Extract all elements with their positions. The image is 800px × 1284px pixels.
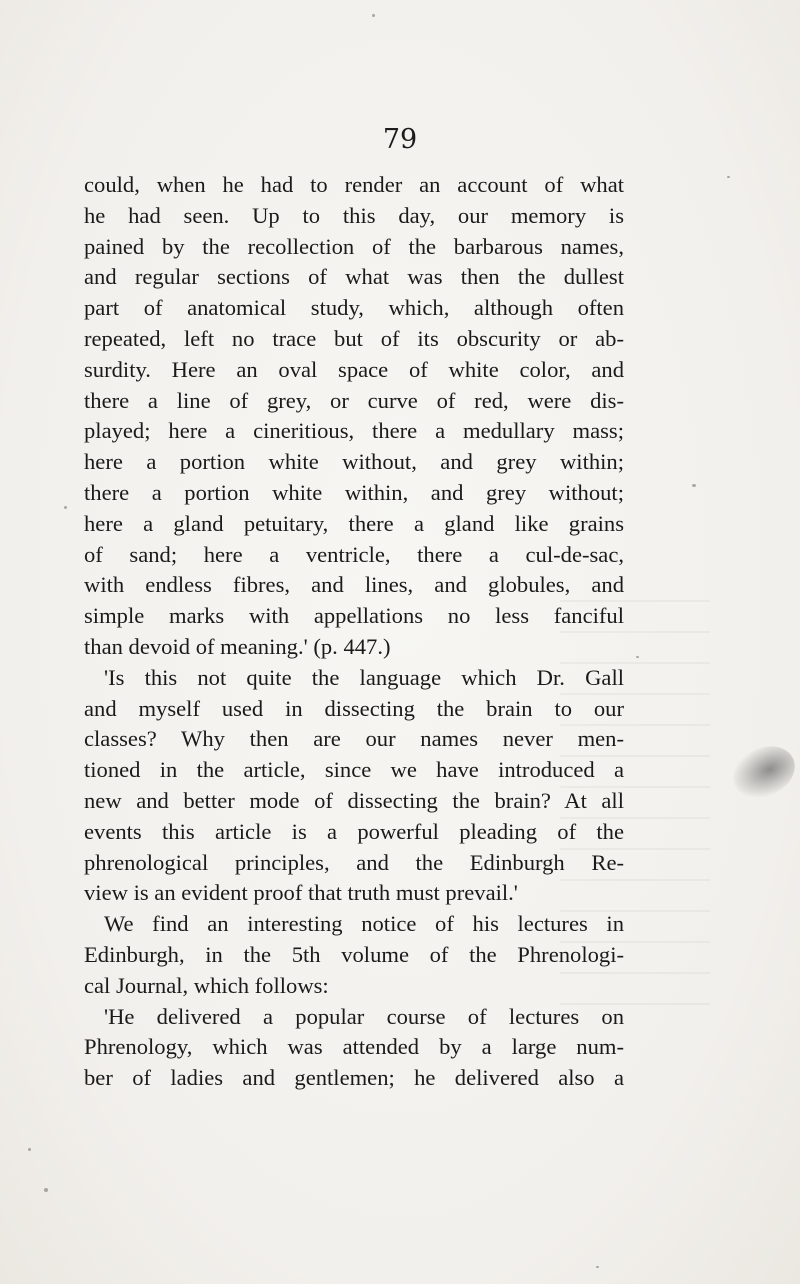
text-line: of sand; here a ventricle, there a cul-de-sac, (84, 541, 624, 567)
paper-speck (636, 656, 639, 658)
paper-speck (727, 176, 730, 178)
text-line: here a gland petuitary, there a gland like grains (84, 510, 624, 536)
text-line: part of anatomical study, which, although often (84, 295, 624, 321)
text-line: and myself used in dissecting the brain to our (84, 695, 624, 721)
text-line: and regular sections of what was then the dullest (84, 264, 624, 290)
paper-speck (372, 14, 375, 17)
text-line: he had seen. Up to this day, our memory is (84, 202, 624, 228)
text-line: there a line of grey, or curve of red, were dis- (84, 387, 624, 413)
text-line: here a portion white without, and grey within; (84, 449, 624, 475)
body-text (84, 170, 624, 1094)
text-line: simple marks with appellations no less fanciful (84, 603, 624, 629)
paper-speck (44, 1188, 48, 1192)
text-line: phrenological principles, and the Edinburgh Re- (84, 849, 624, 875)
text-line: pained by the recollection of the barbarous names, (84, 233, 624, 259)
text-line: Edinburgh, in the 5th volume of the Phrenologi- (84, 941, 624, 967)
text-line: repeated, left no trace but of its obscurity or ab- (84, 325, 624, 351)
text-line: surdity. Here an oval space of white color, and (84, 356, 624, 382)
text-line: We find an interesting notice of his lectures in (104, 911, 624, 937)
text-line: classes? Why then are our names never men- (84, 726, 624, 752)
text-line: cal Journal, which follows: (84, 972, 329, 998)
page-number: 79 (382, 124, 418, 155)
text-line: view is an evident proof that truth must prevail.' (84, 880, 518, 906)
text-line: could, when he had to render an account of what (84, 172, 624, 197)
text-line: 'Is this not quite the language which Dr. Gall (104, 664, 624, 690)
text-line: ber of ladies and gentlemen; he delivered also a (84, 1065, 624, 1091)
text-line: 'He delivered a popular course of lectures on (104, 1003, 624, 1029)
text-line: there a portion white within, and grey without; (84, 479, 624, 505)
text-line: played; here a cineritious, there a medullary mass; (84, 418, 624, 444)
paper-speck (692, 484, 696, 487)
text-line: than devoid of meaning.' (p. 447.) (84, 633, 391, 659)
paper-speck (596, 1266, 599, 1268)
text-line: tioned in the article, since we have introduced a (84, 757, 624, 783)
text-line: events this article is a powerful pleading of the (84, 818, 624, 844)
text-line: Phrenology, which was attended by a large num- (84, 1034, 624, 1060)
text-line: with endless fibres, and lines, and globules, and (84, 572, 624, 598)
paper-speck (64, 506, 67, 509)
text-line: new and better mode of dissecting the brain? At all (84, 787, 624, 813)
ink-smudge (725, 737, 800, 808)
paper-speck (28, 1148, 31, 1151)
